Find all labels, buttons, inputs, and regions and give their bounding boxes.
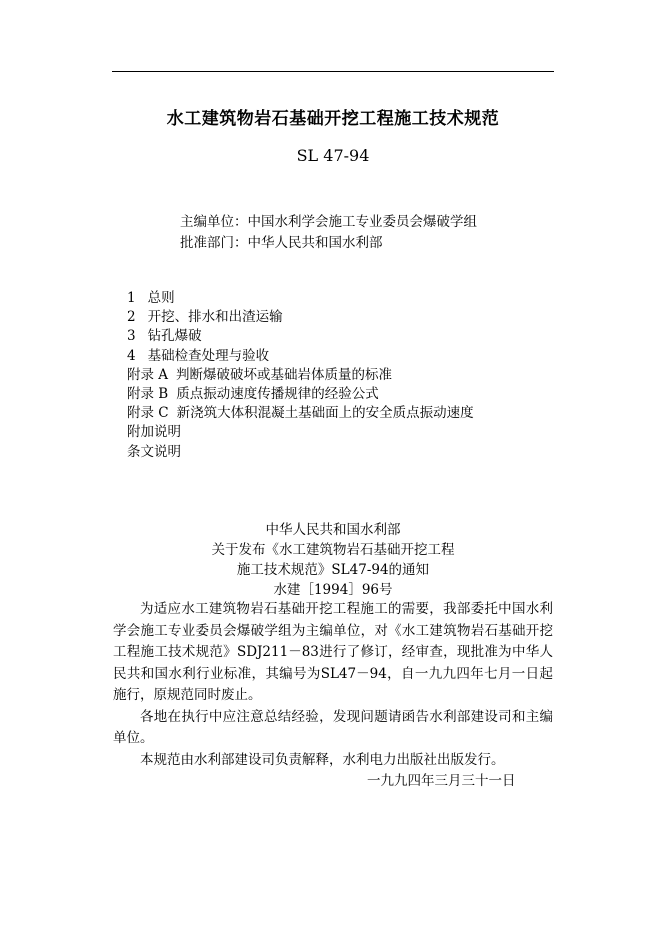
toc-chapter-number: 1 <box>127 290 136 306</box>
toc-chapter-number: 3 <box>127 328 136 345</box>
document-code: SL 47-94 <box>296 146 370 165</box>
toc-clause-explanation[interactable]: 条文说明 <box>127 443 181 460</box>
toc-additional-notes[interactable]: 附加说明 <box>127 424 181 441</box>
document-title: 水工建筑物岩石基础开挖工程施工技术规范 <box>166 109 500 129</box>
toc-appendix-title: 新浇筑大体积混凝土基础面上的安全质点振动速度 <box>176 405 474 422</box>
toc-appendix-title: 质点振动速度传播规律的经验公式 <box>176 386 379 403</box>
toc-appendix-number: 附录 B <box>127 386 169 403</box>
toc-chapter-number: 2 <box>127 309 136 326</box>
toc-chapter-4[interactable] <box>127 347 474 366</box>
approver-label: 批准部门： <box>180 235 248 251</box>
table-of-contents <box>127 289 474 462</box>
notice-subject-line-1: 关于发布《水工建筑物岩石基础开挖工程 <box>211 542 455 558</box>
toc-chapter-number: 4 <box>127 347 136 364</box>
editor-row <box>180 212 477 233</box>
toc-chapter-title: 钻孔爆破 <box>147 328 202 345</box>
editor-label: 主编单位： <box>180 214 248 230</box>
notice-paragraph: 本规范由水利部建设司负责解释，水利电力出版社出版发行。 <box>140 751 505 768</box>
toc-chapter-2[interactable] <box>127 308 474 327</box>
toc-appendix-number: 附录 C <box>127 405 169 422</box>
approver-value: 中华人民共和国水利部 <box>247 235 383 251</box>
toc-chapter-1[interactable] <box>127 289 474 308</box>
toc-appendix-a[interactable] <box>127 366 474 385</box>
notice-issuer: 中华人民共和国水利部 <box>265 522 401 538</box>
editor-value: 中国水利学会施工专业委员会爆破学组 <box>247 214 477 230</box>
toc-chapter-3[interactable] <box>127 327 474 346</box>
toc-chapter-title: 总则 <box>147 290 175 306</box>
notice-header <box>0 520 666 600</box>
toc-chapter-title: 开挖、排水和出渣运输 <box>147 309 283 326</box>
notice-paragraph: 为适应水工建筑物岩石基础开挖工程施工的需要，我部委托中国水利学会施工专业委员会爆破学组为主编单位，对《水工建筑物岩石基础开挖工程施工技术规范》SDJ211－83进行了修订，经审查，现批准为中华人民共和国水利行业标准，其编号为SL47－94，自一九九四年七月一日起施行，原规范同时废止。 <box>113 601 553 703</box>
toc-appendix-number: 附录 A <box>127 366 169 383</box>
notice-body <box>113 599 553 771</box>
toc-appendix-c[interactable] <box>127 404 474 423</box>
approver-row <box>180 233 477 254</box>
toc-appendix-title: 判断爆破破坏或基础岩体质量的标准 <box>176 366 393 383</box>
notice-subject-line-2: 施工技术规范》SL47-94的通知 <box>236 562 430 578</box>
notice-doc-number: 水建［1994］96号 <box>273 582 393 598</box>
toc-chapter-title: 基础检查处理与验收 <box>147 347 270 364</box>
header-rule <box>112 71 554 72</box>
notice-paragraph: 各地在执行中应注意总结经验，发现问题请函告水利部建设司和主编单位。 <box>113 708 553 746</box>
toc-appendix-b[interactable] <box>127 385 474 404</box>
document-meta <box>180 212 477 254</box>
notice-date: 一九九四年三月三十一日 <box>367 773 516 789</box>
